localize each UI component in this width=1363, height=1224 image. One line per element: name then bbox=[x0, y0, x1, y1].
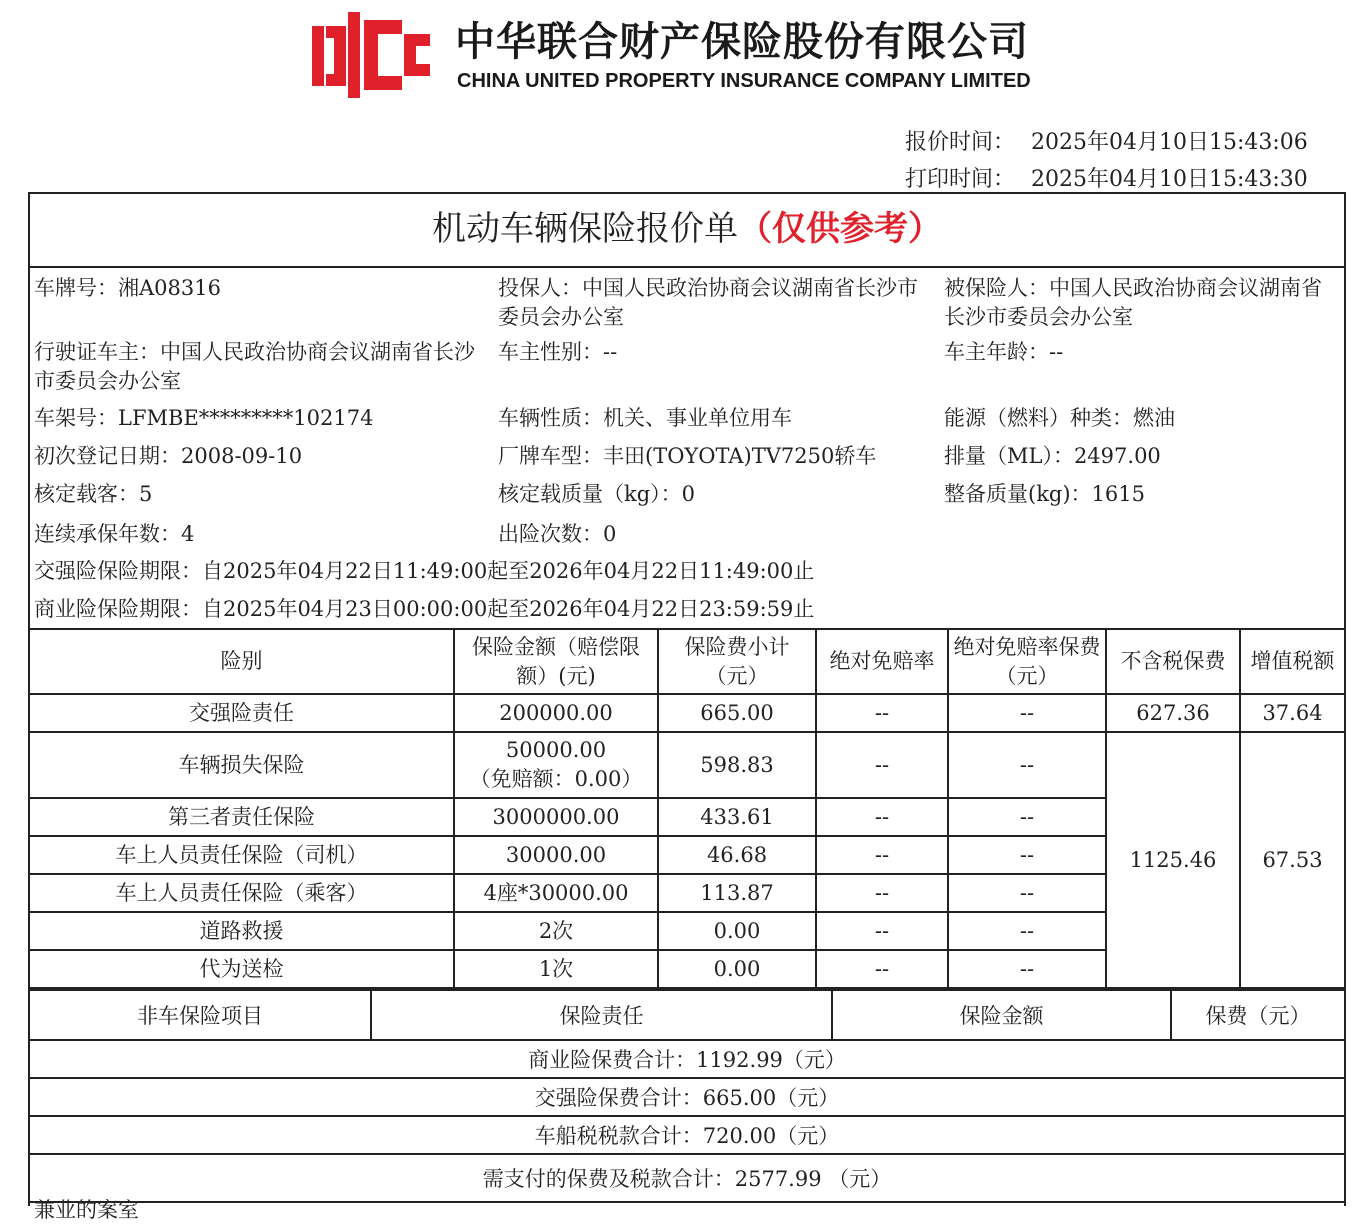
coverage-amount-cell bbox=[454, 732, 658, 798]
coverage-amount: 50000.00 bbox=[505, 738, 607, 762]
coverage-type: 车上人员责任保险（乘客） bbox=[30, 874, 454, 912]
owner: 行驶证车主：中国人民政治协商会议湖南省长沙市委员会办公室 bbox=[34, 340, 475, 393]
curb-weight: 整备质量(kg)：1615 bbox=[944, 482, 1145, 506]
title-note: （仅供参考） bbox=[738, 209, 942, 249]
coverage-type: 车上人员责任保险（司机） bbox=[30, 836, 454, 874]
deductible-fee: -- bbox=[948, 798, 1106, 836]
deductible-fee: -- bbox=[948, 732, 1106, 798]
tax-total: 车船税税款合计：720.00（元） bbox=[30, 1117, 1344, 1155]
owner-age: 车主年龄：-- bbox=[944, 340, 1064, 364]
deductible-rate: -- bbox=[816, 874, 948, 912]
timestamps bbox=[905, 124, 1308, 198]
coverage-amount: 200000.00 bbox=[454, 694, 658, 732]
coverage-premium: 0.00 bbox=[658, 950, 816, 988]
deductible-rate: -- bbox=[816, 798, 948, 836]
coverage-premium: 598.83 bbox=[658, 732, 816, 798]
quote-time-label: 报价时间： bbox=[905, 130, 1016, 155]
form-title bbox=[30, 194, 1344, 268]
coverage-amount: 4座*30000.00 bbox=[454, 874, 658, 912]
coverage-premium: 433.61 bbox=[658, 798, 816, 836]
nonveh-amount-header: 保险金额 bbox=[833, 991, 1172, 1039]
nonveh-premium-header: 保费（元） bbox=[1205, 1004, 1311, 1028]
ctp-vat: 37.64 bbox=[1240, 694, 1344, 732]
coverage-table bbox=[30, 630, 1344, 989]
quote-time-value: 2025年04月10日15:43:06 bbox=[1031, 130, 1308, 155]
coverage-premium: 0.00 bbox=[658, 912, 816, 950]
commercial-period: 商业险保险期限：自2025年04月23日00:00:00起至2026年04月22日23:59:59止 bbox=[34, 597, 815, 621]
deductible-fee: -- bbox=[948, 912, 1106, 950]
vin: 车架号：LFMBE*********102174 bbox=[34, 406, 374, 430]
deductible-rate: -- bbox=[816, 950, 948, 988]
nonveh-item-header: 非车保险项目 bbox=[30, 991, 372, 1039]
coverage-premium: 46.68 bbox=[658, 836, 816, 874]
print-time-value: 2025年04月10日15:43:30 bbox=[1031, 167, 1308, 192]
grand-total: 需支付的保费及税款合计：2577.99 （元） bbox=[30, 1155, 1344, 1203]
company-logo bbox=[312, 12, 432, 98]
plate-number: 车牌号：湘A08316 bbox=[34, 276, 221, 300]
header-pretax: 不含税保费 bbox=[1106, 630, 1240, 694]
deductible-rate: -- bbox=[816, 836, 948, 874]
coverage-amount: 1次 bbox=[454, 950, 658, 988]
deductible-rate: -- bbox=[816, 732, 948, 798]
coverage-type: 代为送检 bbox=[30, 950, 454, 988]
table-row bbox=[30, 732, 1344, 798]
coverage-type: 车辆损失保险 bbox=[30, 732, 454, 798]
deductible-rate: -- bbox=[816, 694, 948, 732]
bottom-note: 兼业的案室 bbox=[34, 1198, 139, 1222]
table-header-row bbox=[30, 630, 1344, 694]
energy-type: 能源（燃料）种类：燃油 bbox=[944, 406, 1175, 430]
owner-gender: 车主性别：-- bbox=[498, 340, 618, 364]
ctp-pretax: 627.36 bbox=[1106, 694, 1240, 732]
commercial-pretax: 1125.46 bbox=[1106, 732, 1240, 988]
header-deductible-rate: 绝对免赔率 bbox=[816, 630, 948, 694]
company-name-en: CHINA UNITED PROPERTY INSURANCE COMPANY LIMITED bbox=[457, 70, 1031, 92]
vehicle-model: 厂牌车型：丰田(TOYOTA)TV7250轿车 bbox=[498, 444, 877, 468]
deductible-fee: -- bbox=[948, 950, 1106, 988]
passengers: 核定载客：5 bbox=[34, 482, 153, 506]
coverage-premium: 113.87 bbox=[658, 874, 816, 912]
vehicle-nature: 车辆性质：机关、事业单位用车 bbox=[498, 406, 792, 430]
vehicle-info bbox=[30, 268, 1344, 630]
header-type: 险别 bbox=[30, 630, 454, 694]
header-amount: 保险金额（赔偿限额）(元) bbox=[454, 630, 658, 694]
deductible-fee: -- bbox=[948, 874, 1106, 912]
continuous-years: 连续承保年数：4 bbox=[34, 522, 195, 546]
insured: 被保险人：中国人民政治协商会议湖南省长沙市委员会办公室 bbox=[944, 276, 1322, 329]
coverage-premium: 665.00 bbox=[658, 694, 816, 732]
deductible-fee: -- bbox=[948, 836, 1106, 874]
deductible-fee: -- bbox=[948, 694, 1106, 732]
coverage-amount: 3000000.00 bbox=[454, 798, 658, 836]
print-time-label: 打印时间： bbox=[905, 167, 1016, 192]
displacement: 排量（ML）：2497.00 bbox=[944, 444, 1161, 468]
company-name-cn: 中华联合财产保险股份有限公司 bbox=[455, 19, 1029, 65]
non-vehicle-header bbox=[30, 989, 1344, 1041]
coverage-deductible: （免赔额：0.00） bbox=[469, 767, 643, 791]
commercial-total: 商业险保费合计：1192.99（元） bbox=[30, 1041, 1344, 1079]
header-deductible-fee: 绝对免赔率保费（元） bbox=[948, 630, 1106, 694]
coverage-type: 交强险责任 bbox=[30, 694, 454, 732]
deductible-rate: -- bbox=[816, 912, 948, 950]
coverage-type: 第三者责任保险 bbox=[30, 798, 454, 836]
quote-form bbox=[28, 192, 1346, 1206]
load-capacity: 核定载质量（kg）：0 bbox=[498, 482, 696, 506]
coverage-amount: 30000.00 bbox=[454, 836, 658, 874]
ctp-total: 交强险保费合计：665.00（元） bbox=[30, 1079, 1344, 1117]
commercial-vat: 67.53 bbox=[1240, 732, 1344, 988]
first-registration: 初次登记日期：2008-09-10 bbox=[34, 444, 303, 468]
header-vat: 增值税额 bbox=[1240, 630, 1344, 694]
claim-count: 出险次数：0 bbox=[498, 522, 617, 546]
coverage-type: 道路救援 bbox=[30, 912, 454, 950]
applicant: 投保人：中国人民政治协商会议湖南省长沙市委员会办公室 bbox=[498, 276, 918, 329]
nonveh-liability-header: 保险责任 bbox=[372, 991, 833, 1039]
coverage-amount: 2次 bbox=[454, 912, 658, 950]
table-row bbox=[30, 694, 1344, 732]
title-main: 机动车辆保险报价单 bbox=[432, 209, 738, 249]
header-premium: 保险费小计（元） bbox=[658, 630, 816, 694]
ctp-period: 交强险保险期限：自2025年04月22日11:49:00起至2026年04月22日11:49:00止 bbox=[34, 559, 815, 583]
